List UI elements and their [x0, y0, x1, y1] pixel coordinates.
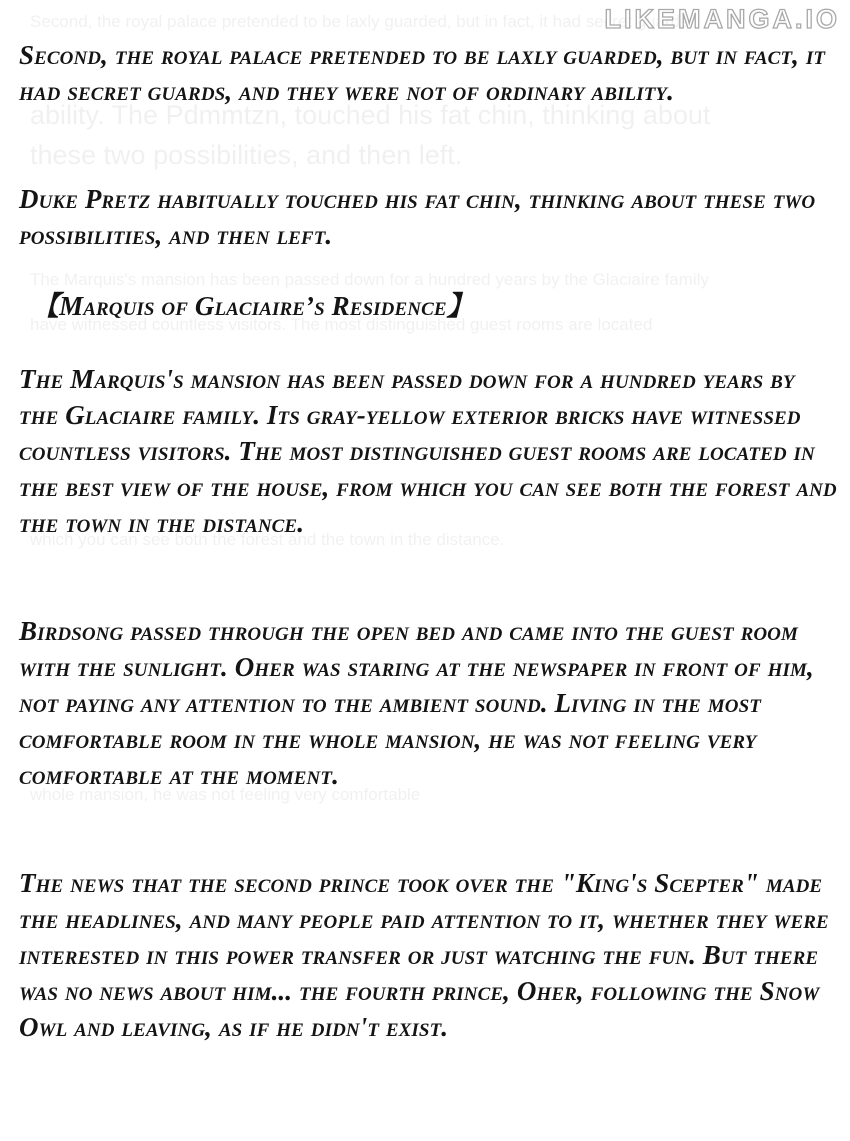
ghost-text-line-e: have witnessed countless visitors. The most distinguished guest rooms are located	[30, 315, 653, 334]
ghost-text-line-f: which you can see both the forest and the town in the distance.	[30, 530, 505, 549]
scene-heading: 【Marquis of Glaciaire’s Residence】	[32, 291, 474, 321]
paragraph-royal-palace: Second, the royal palace pretended to be laxly guarded, but in fact, it had secret guards, and they were not of ordinary ability.	[19, 40, 826, 106]
ghost-text-line-b: ability. The Pdmmtzn, touched his fat chin, thinking about	[30, 100, 711, 130]
paragraph-duke-pretz: Duke Pretz habitually touched his fat chin, thinking about these two possibilities, and then left.	[19, 184, 816, 250]
ghost-text-line-g: whole mansion, he was not feeling very comfortable	[30, 785, 421, 804]
ghost-text-line-d: The Marquis's mansion has been passed down for a hundred years by the Glaciaire family	[30, 270, 709, 289]
paragraph-news: The news that the second prince took over the "King's Scepter" made the headlines, and many people paid attention to it, whether they were interested in this power transfer or just watching the fun. But there was no news about him... the fourth prince, Oher, following the Snow Owl and leaving, as if he didn't exist.	[19, 868, 829, 1042]
ghost-text-line-a: Second, the royal palace pretended to be laxly guarded, but in fact, it had secret guards	[30, 12, 689, 31]
paragraph-birdsong: Birdsong passed through the open bed and came into the guest room with the sunlight. Oher was staring at the newspaper in front of him, not paying any attention to the ambient sound. Living in the most comfortable room in the whole mansion, he was not feeling very comfortable at the moment.	[19, 616, 814, 790]
paragraph-marquis-mansion: The Marquis's mansion has been passed down for a hundred years by the Glaciaire family. Its gray-yellow exterior bricks have witnessed countless visitors. The most distinguished guest rooms are located in the best view of the house, from which you can see both the forest and the town in the distance.	[19, 364, 837, 538]
site-watermark: LIKEMANGA.IO	[604, 4, 840, 34]
ghost-text-line-c: these two possibilities, and then left.	[30, 140, 463, 170]
